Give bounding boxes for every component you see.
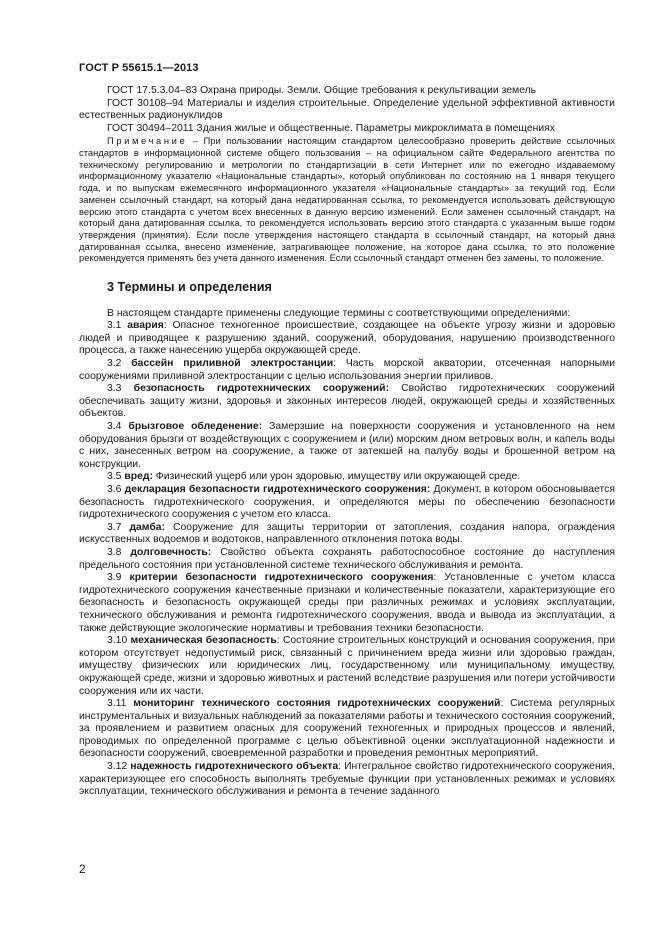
term-entry — [79, 320, 615, 358]
note-label: Примечание — [107, 135, 188, 147]
term-definition: Сооружение для защиты территории от затопления, создания напора, ограждения искусственных водоемов и водотоков, направленного отклонения потока воды. — [79, 521, 615, 546]
term-number: 3.10 — [107, 635, 131, 647]
term-number: 3.4 — [107, 421, 129, 433]
term-number: 3.7 — [107, 521, 130, 533]
term-entry — [79, 698, 615, 761]
term-definition: Замерзшие на поверхности сооружения и установленного на нем оборудования брызги от воздействующих с сооружением и (или) морским дном ветровых волн, и капель воды с них, занесенных ветром на сооружение, а также от затекшей на палубу воды и брошенной ветром на конструкции. — [79, 421, 616, 470]
reference-gost-17-5-3-04: ГОСТ 17.5.3.04–83 Охрана природы. Земли. Общие требования к рекультивации земель — [107, 85, 537, 96]
term-name: авария — [127, 320, 164, 332]
term-name: брызговое обледенение: — [128, 421, 263, 433]
page-content — [79, 85, 615, 799]
term-number: 3.11 — [107, 698, 134, 710]
term-name: критерии безопасности гидротехнического сооружения — [129, 572, 434, 584]
term-definition: : Состояние строительных конструкций и основания сооружения, при котором отсутствует недопустимый риск, связанный с причинением вреда жизни или здоровью граждан, имуществу физических или юридических лиц, государственному или муниципальному имуществу, окружающей среде, жизни и здоровью животных и растений вследствие разрушения или потери устойчивости сооружения или их части. — [79, 635, 615, 697]
term-number: 3.8 — [107, 546, 131, 558]
reference-gost-30494: ГОСТ 30494–2011 Здания жилые и общественные. Параметры микроклимата в помещениях — [107, 122, 555, 134]
term-definition: Физический ущерб или урон здоровью, имуществу или окружающей среде. — [152, 471, 521, 483]
term-number: 3.6 — [107, 484, 125, 496]
term-entry — [79, 358, 615, 383]
term-definition: : Опасное техногенное происшествие, создающее на объекте угрозу жизни и здоровью людей и приводящее к разрушению зданий, сооружений, оборудования, нарушению производственного процесса, а также нанесению ущерба окружающей среде. — [79, 320, 615, 357]
term-name: дамба: — [129, 521, 166, 533]
term-number: 3.1 — [107, 320, 128, 332]
document-header: ГОСТ Р 55615.1—2013 — [79, 62, 199, 74]
term-entry — [79, 761, 615, 799]
term-entry — [79, 522, 615, 547]
section-intro: В настоящем стандарте применены следующие термины с соответствующими определениями: — [107, 307, 571, 319]
term-entry — [79, 383, 615, 421]
term-name: мониторинг технического состояния гидротехнических сооружений — [133, 698, 501, 710]
term-entry — [79, 547, 615, 572]
term-number: 3.12 — [107, 761, 131, 773]
term-entry — [79, 471, 615, 484]
note-text: – При пользовании настоящим стандартом целесообразно проверить действие ссылочных стандартов в информационной системе общего пользования – на официальном сайте Федерального агентства по техническому регулированию и метрологии по стандартизации в сети Интернет или по ежегодно издаваемому информационному указателю «Национальные стандарты», который опубликован по состоянию на 1 января текущего года, и по выпускам ежемесячного информационного указателя «Национальные стандарты» за текущий год. Если заменен ссылочный стандарт, на который дана недатированная ссылка, то рекомендуется использовать действующую версию этого стандарта с учетом всех внесенных в данную версию изменений. Если заменен ссылочный стандарт, на который дана датированная ссылка, то рекомендуется использовать версию этого стандарта с указанным выше годом утверждения (принятия). Если после утверждения настоящего стандарта в ссылочный стандарт, на который дана датированная ссылка, внесено изменение, затрагивающее положение, на которое дана ссылка, то это положение рекомендуется применять без учета данного изменения. Если ссылочный стандарт отменен без замены, то положение. — [79, 135, 615, 264]
term-entry — [79, 484, 615, 522]
reference-gost-30108: ГОСТ 30108–94 Материалы и изделия строительные. Определение удельной эффективной активности естественных радионуклидов — [79, 97, 615, 122]
term-definition: : Установленные с учетом класса гидротехнического сооружения качественные признаки и количественные показатели, характеризующие его безопасность и безопасность окружающей среды при различных режимах и условиях эксплуатации, технического обслуживания и ремонта гидротехнического сооружения, ввода и вывода из эксплуатации, а также действующие экологические нормативы и требования техники безопасности. — [79, 572, 615, 634]
term-name: декларация безопасности гидротехнического сооружения: — [124, 484, 431, 496]
term-name: бассейн приливной электростанции — [131, 358, 334, 370]
section-title: 3 Термины и определения — [107, 280, 272, 295]
term-definition: : Система регулярных инструментальных и визуальных наблюдений за показателями работы и технического состояния сооружений, за проявлением и развитием опасных для сооружений техногенных и природных процессов и явлений, проводимых по определенной программе с целью объективной оценки эксплуатационной надежности и безопасности сооружений, своевременной разработки и проведения ремонтных мероприятий. — [79, 698, 615, 760]
term-definition: Свойство объекта сохранять работоспособное состояние до наступления предельного состояния при установленной системе технического обслуживания и ремонта. — [79, 546, 615, 571]
term-entry — [79, 572, 615, 635]
page-number: 2 — [79, 862, 86, 876]
term-definition: Документ, в котором обосновывается безопасность гидротехнического сооружения, и определяются меры по обеспечению безопасности гидротехнического сооружения с учетом его класса. — [79, 484, 615, 521]
term-number: 3.5 — [107, 471, 125, 483]
term-name: безопасность гидротехнических сооружений: — [133, 383, 389, 395]
term-definition: : Часть морской акватории, отсеченная напорными сооружениями приливной электростанции с целью использования энергии приливов. — [79, 358, 615, 382]
term-name: надежность гидротехнического объекта — [130, 761, 339, 773]
term-name: вред: — [124, 471, 153, 483]
term-number: 3.2 — [107, 358, 132, 370]
term-definition: Свойство гидротехнических сооружений обеспечивать защиту жизни, здоровья и законных интересов людей, окружающей среды и хозяйственных объектов. — [79, 383, 615, 420]
term-number: 3.9 — [107, 572, 130, 584]
term-definition: : Интегральное свойство гидротехнического сооружения, характеризующее его способность выполнять требуемые функции при установленных режимах и условиях эксплуатации, технического обслуживания и ремонта в течение заданного — [79, 761, 616, 798]
term-name: долговечность: — [130, 546, 212, 558]
terms-list — [79, 320, 615, 799]
term-entry — [79, 635, 615, 698]
term-number: 3.3 — [107, 383, 134, 395]
note-paragraph — [79, 135, 615, 264]
term-name: механическая безопасность — [130, 635, 277, 647]
term-entry — [79, 421, 615, 471]
